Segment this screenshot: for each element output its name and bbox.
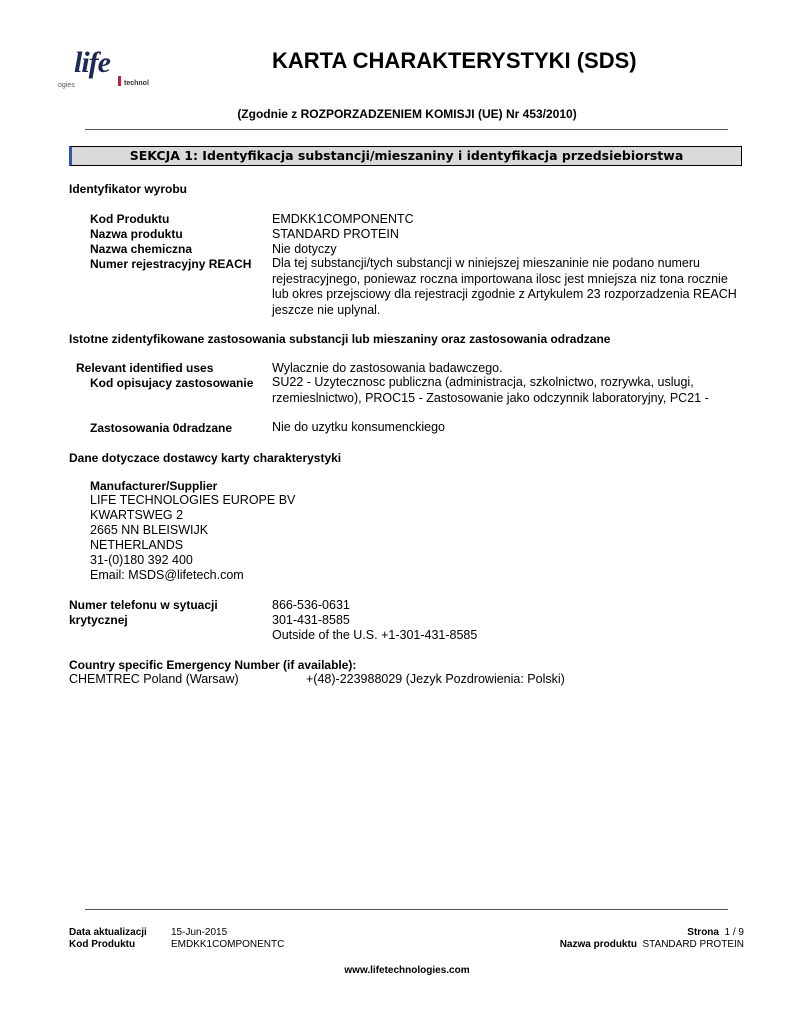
emergency-phone-label-line1: Numer telefonu w sytuacji bbox=[69, 598, 218, 612]
section-1-title: SEKCJA 1: Identyfikacja substancji/mieszaniny i identyfikacja przedsiebiorstwa bbox=[69, 146, 742, 166]
supplier-line-company: LIFE TECHNOLOGIES EUROPE BV bbox=[90, 493, 296, 507]
footer-code-value: EMDKK1COMPONENTC bbox=[171, 939, 285, 950]
footer-divider bbox=[85, 909, 728, 910]
relevant-uses-value: Wylacznie do zastosowania badawczego. bbox=[272, 361, 503, 375]
product-name-label: Nazwa produktu bbox=[90, 227, 183, 241]
supplier-heading: Dane dotyczace dostawcy karty charakterystyki bbox=[69, 451, 342, 465]
emergency-phone-2: 301-431-8585 bbox=[272, 613, 350, 627]
document-title: KARTA CHARAKTERYSTYKI (SDS) bbox=[272, 48, 637, 73]
footer-product-value: STANDARD PROTEIN bbox=[642, 939, 744, 950]
reach-number-label: Numer rejestracyjny REACH bbox=[90, 257, 252, 271]
discouraged-uses-value: Nie do uzytku konsumenckiego bbox=[272, 420, 446, 434]
footer-website: www.lifetechnologies.com bbox=[344, 965, 470, 976]
supplier-line-city: 2665 NN BLEISWIJK bbox=[90, 523, 209, 537]
supplier-label: Manufacturer/Supplier bbox=[90, 479, 218, 493]
supplier-line-email: Email: MSDS@lifetech.com bbox=[90, 568, 244, 582]
chemical-name-value: Nie dotyczy bbox=[272, 242, 337, 256]
product-identifier-heading: Identyfikator wyrobu bbox=[69, 182, 188, 196]
emergency-phone-1: 866-536-0631 bbox=[272, 598, 350, 612]
footer-date-label: Data aktualizacji bbox=[69, 927, 147, 938]
use-code-label: Kod opisujacy zastosowanie bbox=[90, 376, 254, 390]
country-emergency-number: +(48)-223988029 (Jezyk Pozdrowienia: Polski) bbox=[306, 672, 565, 686]
header-divider bbox=[85, 129, 728, 130]
use-code-value: SU22 - Uzytecznosc publiczna (administracja, szkolnictwo, rozrywka, uslugi, rzemieslnictwo), PROC15 - Zastosowanie jako odczynnik laboratoryjny, PC21 - bbox=[272, 375, 709, 405]
emergency-phone-3: Outside of the U.S. +1-301-431-8585 bbox=[272, 628, 478, 642]
relevant-uses-label: Relevant identified uses bbox=[76, 361, 214, 375]
logo-red-bar bbox=[118, 76, 121, 86]
supplier-line-phone: 31-(0)180 392 400 bbox=[90, 553, 193, 567]
logo-fragment-left: ogies bbox=[58, 82, 75, 89]
supplier-line-country: NETHERLANDS bbox=[90, 538, 184, 552]
reach-number-value: Dla tej substancji/tych substancji w niniejszej mieszaninie nie podano numeru rejestracyjnego, poniewaz roczna importowana ilosc jest mniejsza niz tona rocznie lub okres przejsciowy dla rejestracji zgodnie z Artykulem 23 rozporzadzenia REACH jeszcze nie uplynal. bbox=[272, 256, 737, 317]
company-logo bbox=[58, 46, 168, 96]
footer-date-value: 15-Jun-2015 bbox=[171, 927, 228, 938]
country-emergency-name: CHEMTREC Poland (Warsaw) bbox=[69, 672, 239, 686]
footer-page: Strona 1 / 9 bbox=[687, 927, 744, 938]
logo-fragment-right: technol bbox=[124, 80, 149, 87]
chemical-name-label: Nazwa chemiczna bbox=[90, 242, 193, 256]
supplier-address bbox=[90, 493, 295, 583]
discouraged-uses-label: Zastosowania 0dradzane bbox=[90, 421, 233, 435]
footer-code-label: Kod Produktu bbox=[69, 939, 136, 950]
emergency-phone-label-line2: krytycznej bbox=[69, 613, 128, 627]
product-code-value: EMDKK1COMPONENTC bbox=[272, 212, 414, 226]
product-name-value: STANDARD PROTEIN bbox=[272, 227, 399, 241]
footer-product: Nazwa produktu STANDARD PROTEIN bbox=[559, 939, 744, 950]
document-subtitle: (Zgodnie z ROZPORZADZENIEM KOMISJI (UE) Nr 453/2010) bbox=[237, 107, 577, 121]
country-emergency-heading: Country specific Emergency Number (if available): bbox=[69, 658, 357, 672]
uses-heading: Istotne zidentyfikowane zastosowania substancji lub mieszaniny oraz zastosowania odradzane bbox=[69, 332, 611, 346]
logo-word: life bbox=[74, 46, 110, 79]
product-code-label: Kod Produktu bbox=[90, 212, 170, 226]
supplier-line-street: KWARTSWEG 2 bbox=[90, 508, 184, 522]
footer-page-value: 1 / 9 bbox=[724, 927, 744, 938]
